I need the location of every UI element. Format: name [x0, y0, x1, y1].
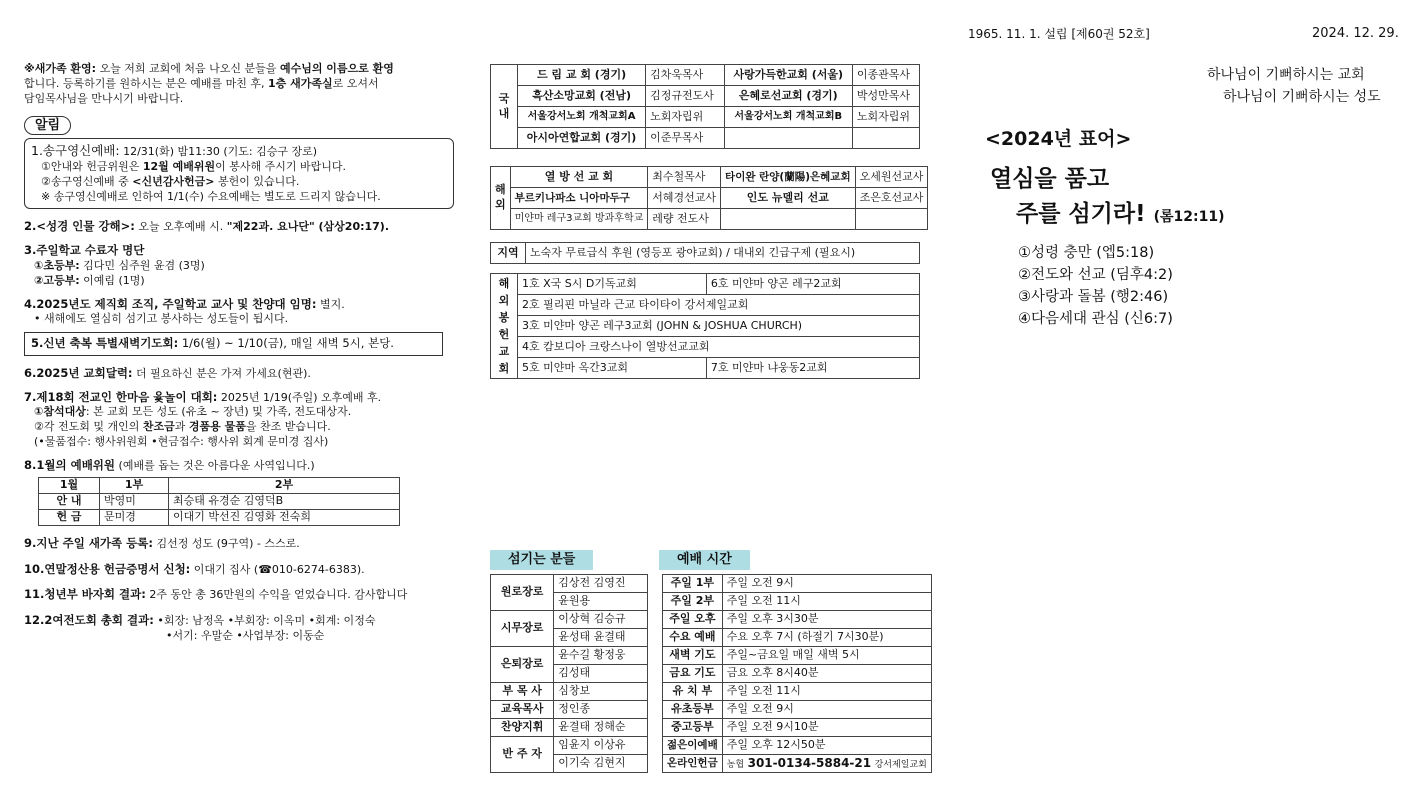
notice-9: 9.지난 주일 새가족 등록: 김선정 성도 (9구역) - 스스로.: [24, 535, 300, 550]
slogan-line-2: 주를 섬기라! (롬12:11): [1016, 201, 1225, 227]
worship-helpers-table: 1월 1부 2부 안 내 박영미 최승태 유경순 김영덕B 헌 금 문미경 이대기 박선진 김영화 전숙희: [38, 477, 400, 526]
notice-2: 2.<성경 인물 강해>: 오늘 오후예배 시. "제22과. 요나단" (삼상20:17).: [24, 219, 390, 234]
announcements-column: [24, 62, 454, 649]
notice-10: 10.연말정산용 헌금증명서 신청: 이대기 집사 (☎010-6274-6383).: [24, 561, 365, 576]
servants-table: 원로장로 김상전 김영진 윤원용 시무장로 이상혁 김승규 윤성태 윤결태 은퇴장로 윤수길 황정웅 김성태 부 목 사 심창보 교육목사 정인종 찬양지휘 윤결태 정해순 반 주 자 임윤지 이상유 이기숙 김현지: [490, 574, 648, 773]
year-theme-title: <2024년 표어>: [985, 128, 1132, 150]
notice-8: 8.1월의 예배위원 (예배를 돕는 것은 아름다운 사역입니다.) 1월 1부 2부 안 내 박영미 최승태 유경순 김영덕B 헌 금 문미경 이대기 박선진 김영화 전숙희: [24, 458, 454, 526]
notice-12: 12.2여전도회 총회 결과: •회장: 남정옥 •부회장: 이옥미 •회계: 이정숙 •서기: 우말순 •사업부장: 이동순: [24, 613, 376, 643]
servants-header: 섬기는 분들: [490, 550, 593, 570]
bulletin-date: 2024. 12. 29.: [1312, 26, 1399, 41]
notice-3: 3.주일학교 수료자 명단 ①초등부: 김다민 심주원 윤겸 (3명) ②고등부: 이예림 (1명): [24, 243, 205, 287]
slogan-line-1: 열심을 품고: [990, 166, 1110, 192]
theme-items: [1018, 242, 1173, 330]
list-item: ②전도와 선교 (딤후4:2): [1018, 267, 1173, 283]
domestic-missions-table: 국내 드 림 교 회 (경기) 김차욱목사 사랑가득한교회 (서울) 이종관목사 흑산소망교회 (전남) 김정규전도사 은혜로선교회 (경기) 박성만목사 서울강서노회 개척교회A 노회자립위 서울강서노회 개척교회B 노회자립위 아시아연합교회 (경기) 이준무목사: [490, 64, 920, 149]
planted-churches-table: 해외봉헌교회 1호 X국 S시 D기독교회 6호 미얀마 양곤 레구2교회 2호 필리핀 마닐라 근교 타이타이 강서제일교회 3호 미얀마 양곤 레구3교회 (JOHN & JOSHUA CHURCH) 4호 캄보디아 크랑스나이 열방선교교회 5호 미얀마 옥간3교회 7호 미얀마 냐웅동2교회: [490, 273, 920, 379]
motto-believer: 하나님이 기뻐하시는 성도: [1223, 89, 1381, 105]
worship-times-table: 주일 1부 주일 오전 9시 주일 2부 주일 오전 11시 주일 오후 주일 오후 3시30분 수요 예배 수요 오후 7시 (하절기 7시30분) 새벽 기도 주일~금요일 매일 새벽 5시 금요 기도 금요 오후 8시40분 유 치 부 주일 오전 11시 유초등부 주일 오전 9시 중고등부 주일 오전 9시10분 젊은이예배 주일 오후 12시50분 온라인헌금 농협 301-0134-5884-21 강서제일교회: [662, 574, 932, 773]
notice-6: 6.2025년 교회달력: 더 필요하신 분은 가져 가세요(현관).: [24, 365, 311, 380]
founding-info: 1965. 11. 1. 설립 [제60권 52호]: [968, 27, 1150, 41]
list-item: ④다음세대 관심 (신6:7): [1018, 311, 1173, 327]
welcome-text: ※새가족 환영: 오늘 저희 교회에 처음 나오신 분들을 예수님의 이름으로 환영 합니다. 등록하기를 원하시는 분은 예배를 마친 후, 1층 새가족실로 오셔서 담임목사님을 만나시기 바랍니다.: [24, 62, 394, 105]
notice-11: 11.청년부 바자회 결과: 2주 동안 총 36만원의 수익을 얻었습니다. 감사합니다: [24, 587, 408, 602]
list-item: ③사랑과 돌봄 (행2:46): [1018, 289, 1169, 305]
region-support-table: 지역 노숙자 무료급식 후원 (영등포 광야교회) / 대내외 긴급구제 (필요시): [490, 242, 920, 264]
table-row: 헌 금 문미경 이대기 박선진 김영화 전숙희: [39, 509, 400, 525]
notice-5-box: 5.신년 축복 특별새벽기도회: 1/6(월) ~ 1/10(금), 매일 새벽 5시, 본당.: [24, 332, 443, 356]
table-row: 안 내 박영미 최승태 유경순 김영덕B: [39, 493, 400, 509]
worship-times-header: 예배 시간: [659, 550, 750, 570]
notice-1-box: 1.송구영신예배: 12/31(화) 밤11:30 (기도: 김승구 장로) ①안내와 헌금위원은 12월 예배위원이 봉사해 주시기 바랍니다. ②송구영신예배 중 <신년감사헌금> 봉헌이 있습니다. ※ 송구영신예배로 인하여 1/1(수) 수요예배는 별도로 드리지 않습니다.: [24, 138, 454, 209]
notice-badge: 알림: [24, 116, 71, 136]
notice-7: 7.제18회 전교인 한마음 윷놀이 대회: 2025년 1/19(주일) 오후예배 후. ①참석대상: 본 교회 모든 성도 (유초 ~ 장년) 및 가족, 전도대상자. ②각 전도회 및 개인의 찬조금과 경품용 물품을 찬조 받습니다. (•물품접수: 행사위원회 •현금접수: 행사위 회계 문미경 집사): [24, 389, 382, 449]
overseas-missions-table: 해외 열 방 선 교 회 최수철목사 타이완 란양(蘭陽)은혜교회 오세원선교사 부르키나파소 니아마두구 서혜경선교사 인도 뉴델리 선교 조은호선교사 미얀마 레구3교회 방과후학교 레량 전도사: [490, 166, 928, 230]
motto-church: 하나님이 기뻐하시는 교회: [1207, 67, 1365, 83]
notice-4: 4.2025년도 제직회 조직, 주일학교 교사 및 찬양대 임명: 별지. • 새해에도 열심히 섬기고 봉사하는 성도들이 됩시다.: [24, 296, 345, 326]
list-item: ①성령 충만 (엡5:18): [1018, 245, 1155, 261]
